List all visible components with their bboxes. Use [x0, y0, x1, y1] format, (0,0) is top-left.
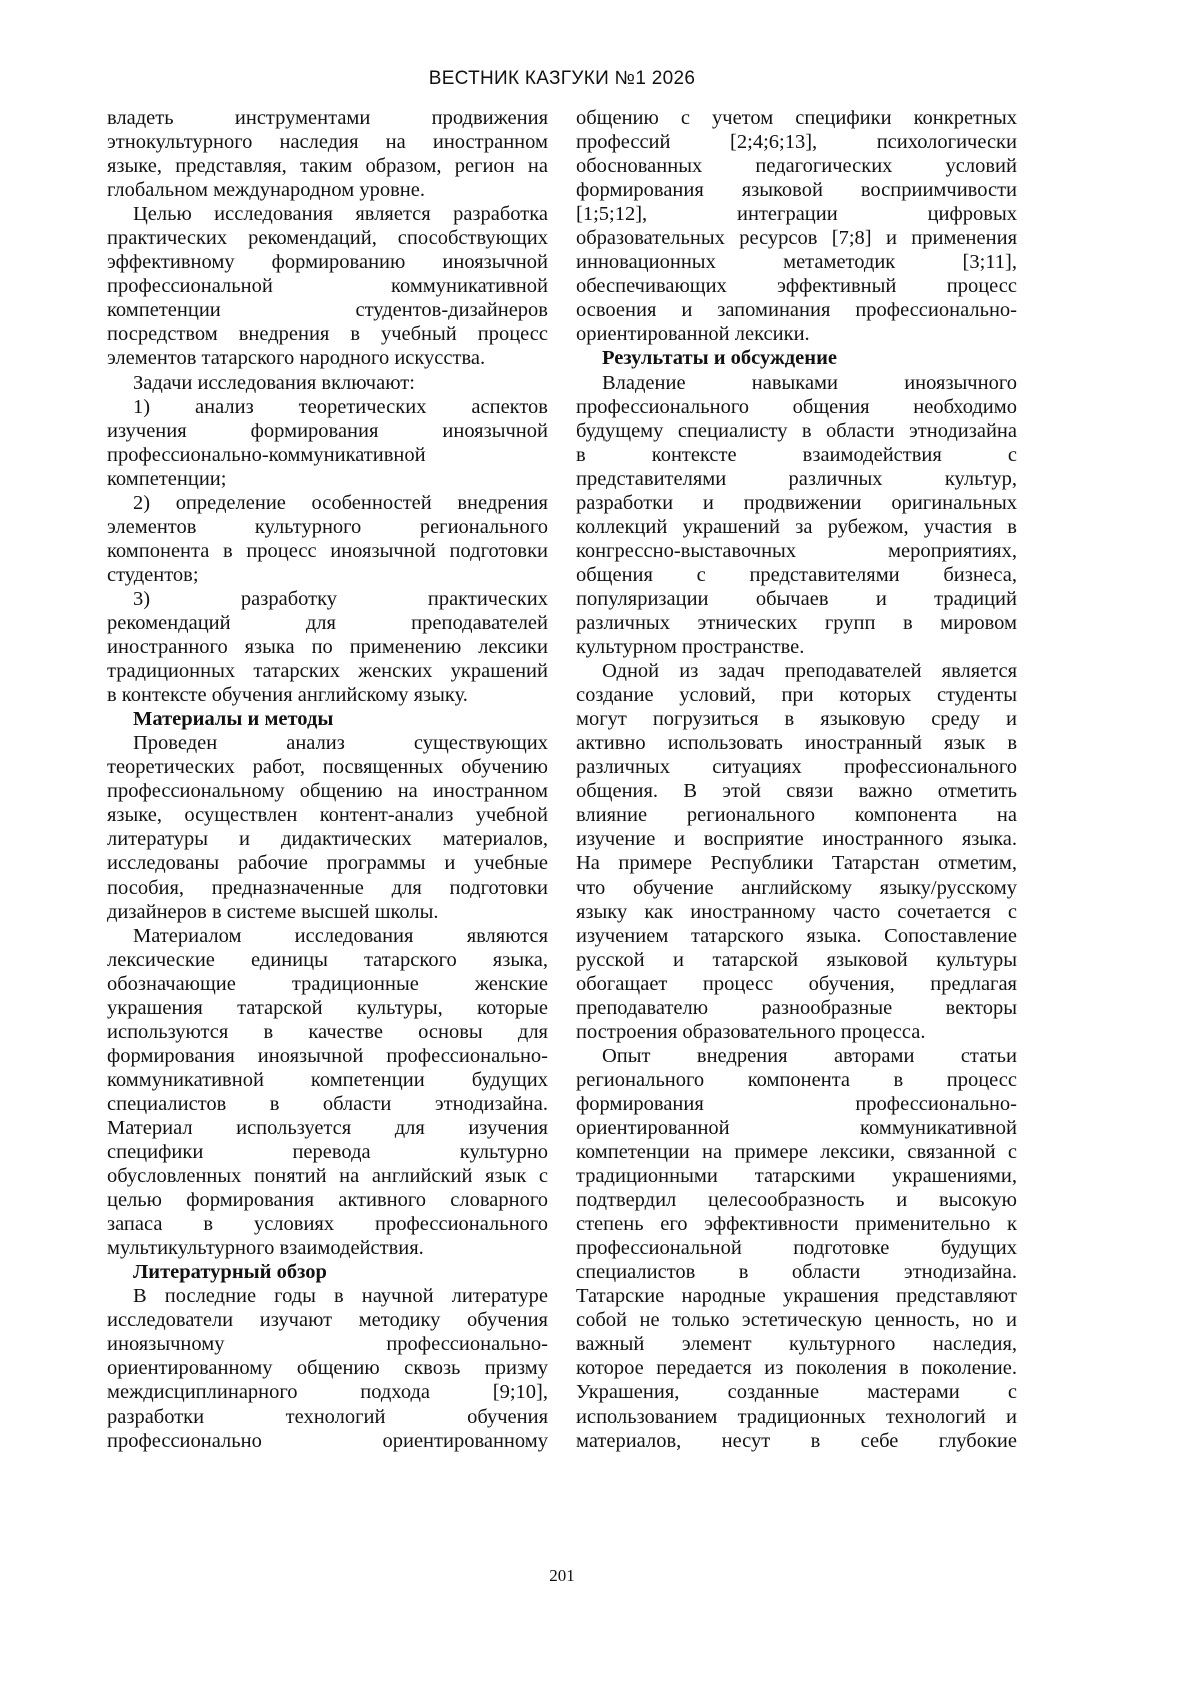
- text-line: формирования иноязычной профессионально-: [107, 1044, 548, 1067]
- paragraph: [576, 659, 1017, 1044]
- text-line: целью формирования активного словарного: [107, 1189, 548, 1212]
- text-line: ориентированной коммуникативной: [576, 1116, 1017, 1139]
- text-line: которое передается из поколения в поколение.: [576, 1357, 1017, 1380]
- text-line: степень его эффективности применительно к: [576, 1213, 1017, 1236]
- text-line: специалистов в области этнодизайна.: [576, 1261, 1017, 1284]
- left-column: [107, 106, 548, 1453]
- text-line: освоения и запоминания профессионально-: [576, 299, 1017, 322]
- text-line: коллекций украшений за рубежом, участия в: [576, 515, 1017, 538]
- text-line: мультикультурного взаимодействия.: [107, 1237, 424, 1260]
- text-line: профессионально-коммуникативной: [107, 443, 426, 466]
- text-line: разработки и продвижении оригинальных: [576, 491, 1017, 514]
- paragraph: [107, 491, 548, 587]
- text-line: иностранного языка по применению лексики: [107, 636, 548, 659]
- text-line: компетенции;: [107, 467, 227, 490]
- text-line: Проведен анализ существующих: [133, 732, 548, 755]
- section-heading: [576, 346, 1017, 370]
- text-line: русской и татарской языковой культуры: [576, 948, 1017, 971]
- text-line: запаса в условиях профессионального: [107, 1213, 548, 1236]
- text-line: активно использовать иностранный язык в: [576, 732, 1017, 755]
- text-line: собой не только эстетическую ценность, но и: [576, 1309, 1017, 1332]
- text-line: компетенции на примере лексики, связанной с: [576, 1141, 1017, 1164]
- text-line: профессионального общения необходимо: [576, 395, 1017, 418]
- text-line: изучение и восприятие иностранного языка.: [576, 828, 1017, 851]
- text-line: исследователи изучают методику обучения: [107, 1309, 548, 1332]
- text-line: регионального компонента в процесс: [576, 1068, 1017, 1091]
- text-line: 1) анализ теоретических аспектов: [133, 395, 548, 418]
- text-line: общению с учетом специфики конкретных: [576, 107, 1017, 129]
- text-line: 3) разработку практических: [133, 587, 548, 610]
- text-line: языке, осуществлен контент-анализ учебной: [107, 804, 548, 827]
- text-line: лексические единицы татарского языка,: [107, 948, 548, 971]
- text-line: построения образовательного процесса.: [576, 1020, 926, 1043]
- paragraph: [107, 924, 548, 1261]
- right-column: [576, 106, 1017, 1453]
- text-line: исследованы рабочие программы и учебные: [107, 852, 548, 875]
- text-line: традиционными татарскими украшениями,: [576, 1165, 1017, 1188]
- heading-text: Материалы и методы: [133, 708, 334, 731]
- heading-text: Результаты и обсуждение: [602, 347, 837, 370]
- text-line: преподавателю разнообразные векторы: [576, 996, 1017, 1019]
- section-heading: [107, 707, 548, 731]
- text-line: используются в качестве основы для: [107, 1020, 548, 1043]
- text-line: Задачи исследования включают:: [133, 371, 415, 394]
- text-line: конгрессно-выставочных мероприятиях,: [576, 539, 1017, 562]
- text-line: обусловленных понятий на английский язык с: [107, 1165, 548, 1188]
- text-line: различных ситуациях профессионального: [576, 756, 1017, 779]
- text-line: материалов, несут в себе глубокие: [576, 1429, 1017, 1452]
- text-line: специалистов в области этнодизайна.: [107, 1092, 548, 1115]
- text-line: в контексте взаимодействия с: [576, 443, 1017, 466]
- paragraph: [107, 106, 548, 202]
- text-line: языке, представляя, таким образом, регион на: [107, 155, 548, 178]
- heading-text: Литературный обзор: [133, 1261, 327, 1284]
- text-line: 2) определение особенностей внедрения: [133, 491, 548, 514]
- text-line: изучением татарского языка. Сопоставление: [576, 924, 1017, 947]
- text-line: компонента в процесс иноязычной подготовки: [107, 539, 548, 562]
- text-line: использованием традиционных технологий и: [576, 1405, 1017, 1428]
- text-line: обеспечивающих эффективный процесс: [576, 275, 1017, 298]
- text-line: Татарские народные украшения представляют: [576, 1285, 1017, 1308]
- text-line: формирования языковой восприимчивости: [576, 179, 1017, 202]
- paragraph: [576, 106, 1017, 346]
- text-line: будущему специалисту в области этнодизайна: [576, 419, 1017, 442]
- text-line: междисциплинарного подхода [9;10],: [107, 1381, 548, 1404]
- text-line: специфики перевода культурно: [107, 1141, 548, 1164]
- text-line: литературы и дидактических материалов,: [107, 828, 548, 851]
- text-line: теоретических работ, посвященных обучению: [107, 756, 548, 779]
- text-line: Опыт внедрения авторами статьи: [602, 1044, 1017, 1067]
- paragraph: [107, 1284, 548, 1452]
- text-line: глобальном международном уровне.: [107, 179, 425, 202]
- text-line: культурном пространстве.: [576, 636, 805, 659]
- text-line: обогащает процесс обучения, предлагая: [576, 972, 1017, 995]
- text-line: рекомендаций для преподавателей: [107, 611, 548, 634]
- text-line: могут погрузиться в языковую среду и: [576, 708, 1017, 731]
- text-line: украшения татарской культуры, которые: [107, 996, 548, 1019]
- paragraph: [576, 1044, 1017, 1453]
- text-line: На примере Республики Татарстан отметим,: [576, 852, 1017, 875]
- text-line: профессий [2;4;6;13], психологически: [576, 131, 1017, 154]
- page-number: 201: [549, 1566, 575, 1585]
- text-line: общения. В этой связи важно отметить: [576, 780, 1017, 803]
- paragraph: [107, 395, 548, 491]
- text-line: [1;5;12], интеграции цифровых: [576, 203, 1017, 226]
- text-line: формирования профессионально-: [576, 1092, 1017, 1115]
- text-line: создание условий, при которых студенты: [576, 684, 1017, 707]
- text-line: влияние регионального компонента на: [576, 804, 1017, 827]
- text-line: студентов;: [107, 563, 199, 586]
- text-line: обозначающие традиционные женские: [107, 972, 548, 995]
- text-line: Одной из задач преподавателей является: [602, 660, 1017, 683]
- text-line: Украшения, созданные мастерами с: [576, 1381, 1017, 1404]
- text-line: пособия, предназначенные для подготовки: [107, 876, 548, 899]
- text-line: в контексте обучения английскому языку.: [107, 684, 468, 707]
- text-line: владеть инструментами продвижения: [107, 107, 548, 129]
- text-line: популяризации обычаев и традиций: [576, 587, 1017, 610]
- text-line: компетенции студентов-дизайнеров: [107, 299, 548, 322]
- text-line: что обучение английскому языку/русскому: [576, 876, 1017, 899]
- text-line: Владение навыками иноязычного: [602, 371, 1017, 394]
- text-line: эффективному формированию иноязычной: [107, 251, 548, 274]
- text-line: подтвердил целесообразность и высокую: [576, 1189, 1017, 1212]
- text-line: образовательных ресурсов [7;8] и применения: [576, 227, 1017, 250]
- text-line: посредством внедрения в учебный процесс: [107, 323, 548, 346]
- paragraph: [107, 371, 548, 395]
- text-line: языку как иностранному часто сочетается с: [576, 900, 1017, 923]
- journal-header: ВЕСТНИК КАЗГУКИ №1 2026: [428, 68, 696, 89]
- text-line: дизайнеров в системе высшей школы.: [107, 900, 439, 923]
- text-line: Целью исследования является разработка: [133, 203, 548, 226]
- section-heading: [107, 1260, 548, 1284]
- text-line: элементов культурного регионального: [107, 515, 548, 538]
- text-line: ориентированной лексики.: [576, 323, 810, 346]
- text-line: обоснованных педагогических условий: [576, 155, 1017, 178]
- text-line: элементов татарского народного искусства.: [107, 347, 486, 370]
- text-line: различных этнических групп в мировом: [576, 611, 1017, 634]
- text-line: профессионально ориентированному: [107, 1429, 548, 1452]
- text-line: ориентированному общению сквозь призму: [107, 1357, 548, 1380]
- text-line: профессиональной подготовке будущих: [576, 1237, 1017, 1260]
- text-line: профессиональной коммуникативной: [107, 275, 548, 298]
- text-line: профессиональному общению на иностранном: [107, 780, 548, 803]
- text-line: изучения формирования иноязычной: [107, 419, 548, 442]
- text-line: коммуникативной компетенции будущих: [107, 1068, 548, 1091]
- paragraph: [576, 371, 1017, 660]
- text-line: этнокультурного наследия на иностранном: [107, 131, 548, 154]
- paragraph: [107, 202, 548, 370]
- text-line: представителями различных культур,: [576, 467, 1017, 490]
- text-line: традиционных татарских женских украшений: [107, 660, 548, 683]
- text-line: важный элемент культурного наследия,: [576, 1333, 1017, 1356]
- text-line: общения с представителями бизнеса,: [576, 563, 1017, 586]
- text-line: Материал используется для изучения: [107, 1116, 548, 1139]
- text-line: разработки технологий обучения: [107, 1405, 548, 1428]
- paragraph: [107, 731, 548, 923]
- text-line: практических рекомендаций, способствующих: [107, 227, 548, 250]
- paragraph: [107, 587, 548, 707]
- text-line: иноязычному профессионально-: [107, 1333, 548, 1356]
- text-line: В последние годы в научной литературе: [133, 1285, 548, 1308]
- text-line: инновационных метаметодик [3;11],: [576, 251, 1017, 274]
- text-line: Материалом исследования являются: [133, 924, 548, 947]
